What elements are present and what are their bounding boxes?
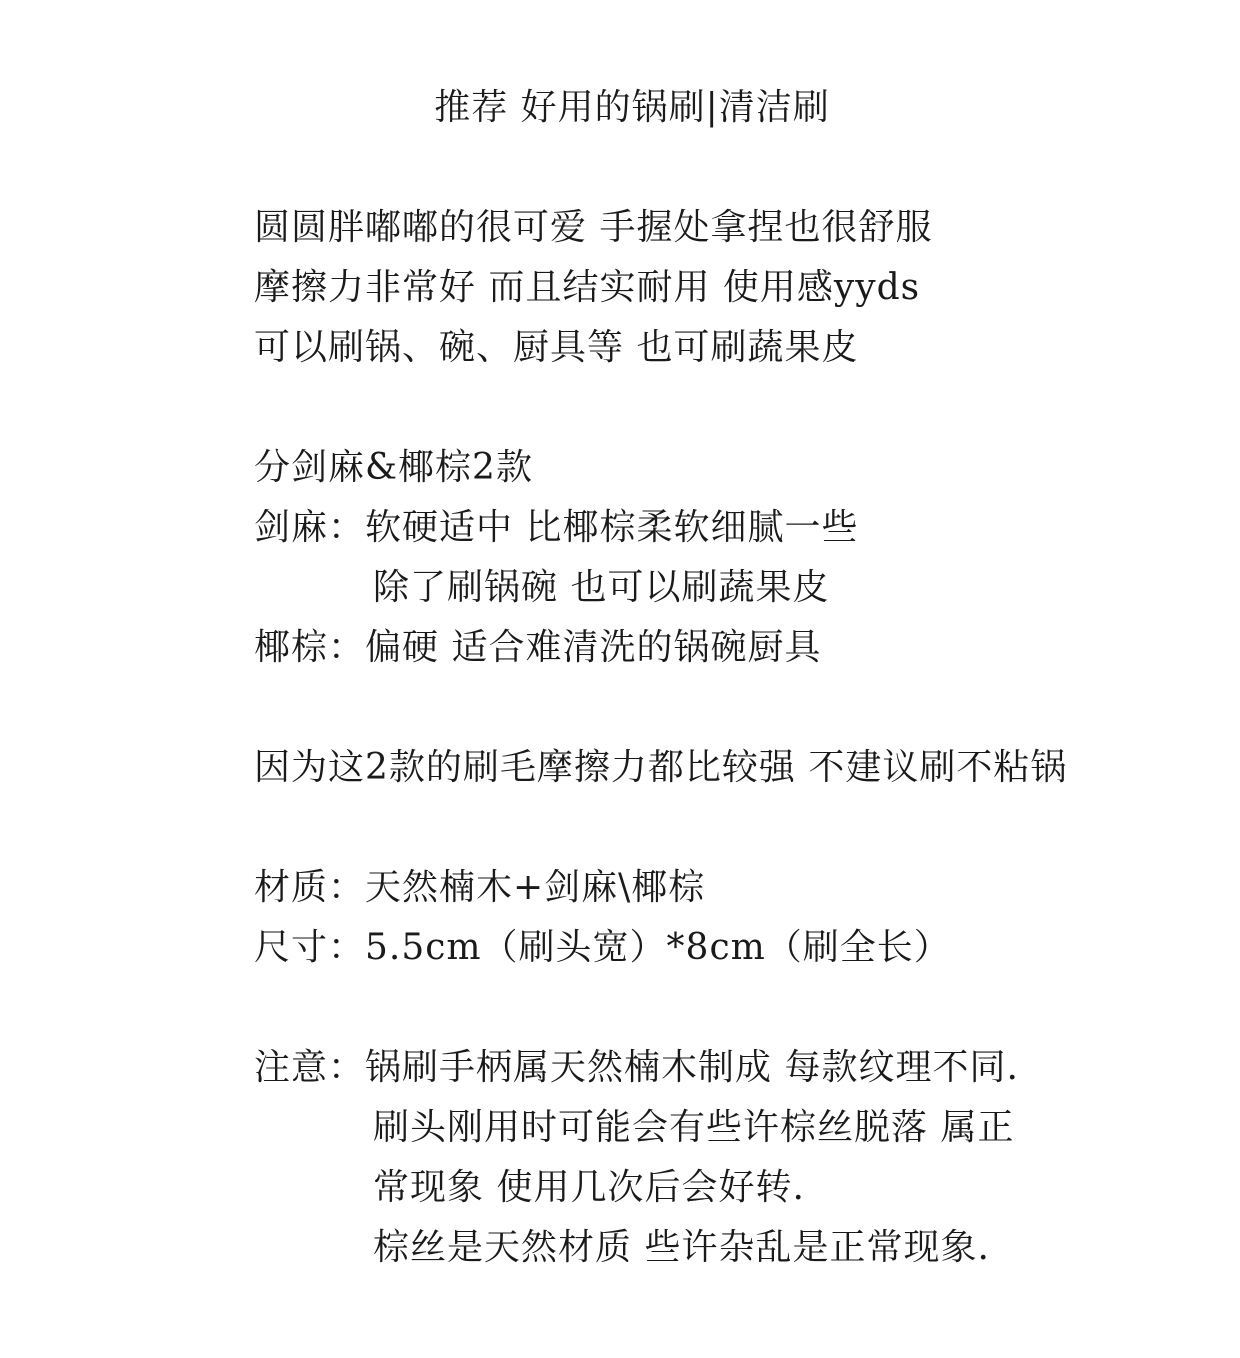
intro-line-1: 圆圆胖嘟嘟的很可爱 手握处拿捏也很舒服: [254, 207, 933, 248]
intro-line-2: 摩擦力非常好 而且结实耐用 使用感yyds: [254, 267, 921, 308]
types-heading: 分剑麻&椰棕2款: [254, 447, 533, 488]
size-spec: 尺寸：5.5cm（刷头宽）*8cm（刷全长）: [254, 927, 951, 968]
sisal-description-continued: 除了刷锅碗 也可以刷蔬果皮: [373, 567, 830, 608]
note-line-2: 刷头刚用时可能会有些许棕丝脱落 属正: [373, 1107, 1015, 1148]
page-title: 推荐 好用的锅刷|清洁刷: [434, 87, 830, 128]
note-line-1: 注意：锅刷手柄属天然楠木制成 每款纹理不同.: [254, 1047, 1019, 1088]
sisal-description: 剑麻：软硬适中 比椰棕柔软细腻一些: [254, 507, 859, 548]
note-line-3: 常现象 使用几次后会好转.: [373, 1167, 805, 1208]
material-spec: 材质：天然楠木+剑麻\椰棕: [254, 867, 706, 908]
note-line-4: 棕丝是天然材质 些许杂乱是正常现象.: [373, 1227, 990, 1268]
intro-line-3: 可以刷锅、碗、厨具等 也可刷蔬果皮: [254, 327, 859, 368]
warning-text: 因为这2款的刷毛摩擦力都比较强 不建议刷不粘锅: [254, 747, 1068, 788]
coir-description: 椰棕：偏硬 适合难清洗的锅碗厨具: [254, 627, 822, 668]
